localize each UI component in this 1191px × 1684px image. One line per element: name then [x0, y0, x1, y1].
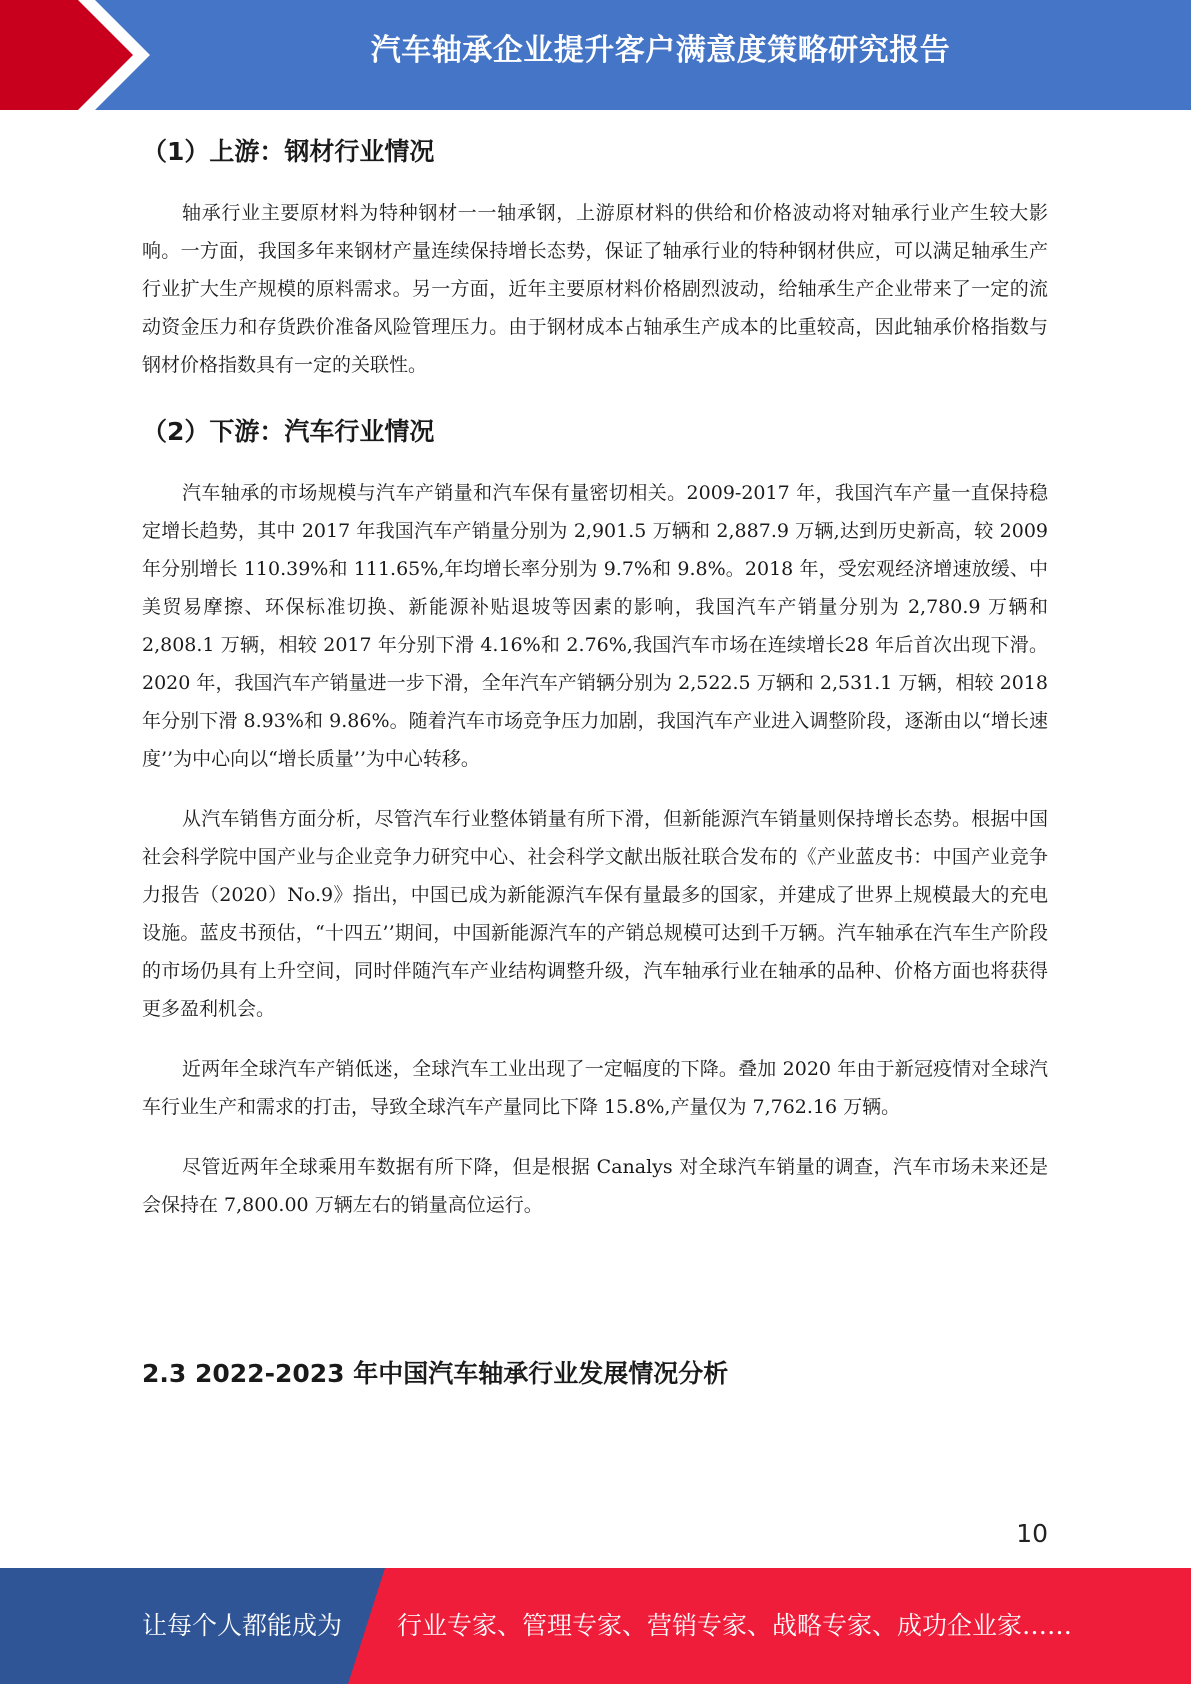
page-number: 10: [1016, 1519, 1048, 1548]
paragraph-downstream-1: 汽车轴承的市场规模与汽车产销量和汽车保有量密切相关。2009-2017 年，我国汽车产量一直保持稳定增长趋势，其中 2017 年我国汽车产销量分别为 2,901.5 万辆和 2,887.9 万辆,达到历史新高，较 2009 年分别增长 110.39%和 111.65%,年均增长率分别为 9.7%和 9.8%。2018 年，受宏观经济增速放缓、中美贸易摩擦、环保标准切换、新能源补贴退坡等因素的影响，我国汽车产销量分别为 2,780.9 万辆和 2,808.1 万辆，相较 2017 年分别下滑 4.16%和 2.76%,我国汽车市场在连续增长28 年后首次出现下滑。2020 年，我国汽车产销量进一步下滑，全年汽车产销辆分别为 2,522.5 万辆和 2,531.1 万辆，相较 2018 年分别下滑 8.93%和 9.86%。随着汽车市场竞争压力加剧，我国汽车产业进入调整阶段，逐渐由以“增长速度’’为中心向以“增长质量’’为中心转移。: [142, 482, 1048, 770]
subsection-heading-2-3: 2.3 2022-2023 年中国汽车轴承行业发展情况分析: [142, 1359, 729, 1388]
footer-slogan-right: 行业专家、管理专家、营销专家、战略专家、成功企业家……: [397, 1611, 1073, 1640]
header-banner: [0, 0, 1191, 110]
paragraph-downstream-3: 近两年全球汽车产销低迷，全球汽车工业出现了一定幅度的下降。叠加 2020 年由于新冠疫情对全球汽车行业生产和需求的打击，导致全球汽车产量同比下降 15.8%,产量仅为 7,762.16 万辆。: [142, 1058, 1048, 1118]
report-title: 汽车轴承企业提升客户满意度策略研究报告: [370, 33, 951, 68]
paragraph-spacer: [142, 1028, 1048, 1050]
section-heading-upstream: （1）上游：钢材行业情况: [142, 137, 435, 166]
paragraph-spacer: [142, 1126, 1048, 1148]
paragraph-downstream-4: 尽管近两年全球乘用车数据有所下降，但是根据 Canalys 对全球汽车销量的调查，汽车市场未来还是会保持在 7,800.00 万辆左右的销量高位运行。: [142, 1156, 1048, 1216]
main-content: [142, 122, 1048, 1224]
footer-slogan-left: 让每个人都能成为: [142, 1611, 343, 1640]
paragraph-downstream-2: 从汽车销售方面分析，尽管汽车行业整体销量有所下滑，但新能源汽车销量则保持增长态势。根据中国社会科学院中国产业与企业竞争力研究中心、社会科学文献出版社联合发布的《产业蓝皮书：中国产业竞争力报告（2020）No.9》指出，中国已成为新能源汽车保有量最多的国家，并建成了世界上规模最大的充电设施。蓝皮书预估，“十四五’’期间，中国新能源汽车的产销总规模可达到千万辆。汽车轴承在汽车生产阶段的市场仍具有上升空间，同时伴随汽车产业结构调整升级，汽车轴承行业在轴承的品种、价格方面也将获得更多盈利机会。: [142, 808, 1048, 1020]
paragraph-upstream-1: 轴承行业主要原材料为特种钢材一一轴承钢，上游原材料的供给和价格波动将对轴承行业产生较大影响。一方面，我国多年来钢材产量连续保持增长态势，保证了轴承行业的特种钢材供应，可以满足轴承生产行业扩大生产规模的原料需求。另一方面，近年主要原材料价格剧烈波动，给轴承生产企业带来了一定的流动资金压力和存货跌价准备风险管理压力。由于钢材成本占轴承生产成本的比重较高，因此轴承价格指数与钢材价格指数具有一定的关联性。: [142, 202, 1048, 376]
footer-banner: [0, 1568, 1191, 1684]
red-chevron-decoration: [0, 0, 170, 110]
section-heading-downstream: （2）下游：汽车行业情况: [142, 417, 435, 446]
paragraph-spacer: [142, 778, 1048, 800]
